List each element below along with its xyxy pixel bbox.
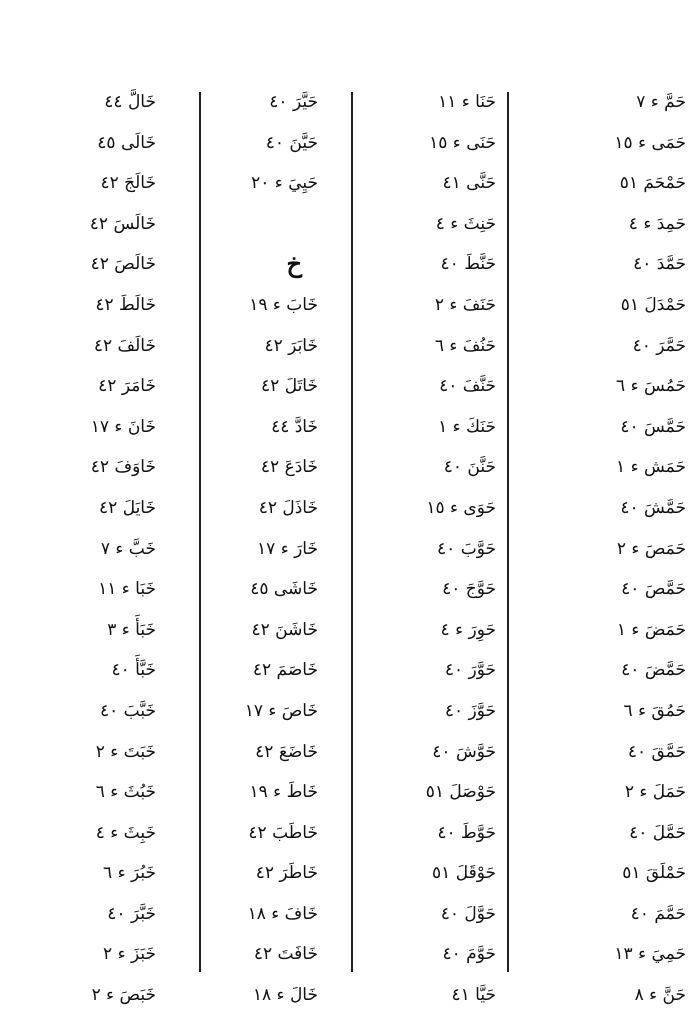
verb-entry: خَاطَبَ ٤٢ (248, 822, 318, 843)
verb-entry: خَبَزَ ء ٢ (103, 944, 156, 965)
verb-entry: حَمَّقَ ٤٠ (627, 741, 686, 762)
verb-entry: حَمَّدَ ٤٠ (633, 254, 686, 275)
verb-entry: خَاطَرَ ٤٢ (255, 863, 318, 884)
verb-entry: خَاذَلَ ٤٢ (258, 497, 318, 518)
verb-entry: حَمَش ء ١ (616, 457, 686, 478)
verb-entry: خَالَسَ ٤٢ (89, 213, 156, 234)
verb-entry: خَبَّبَ ٤٠ (99, 700, 156, 721)
verb-entry: حَوَى ء ١٥ (426, 497, 496, 518)
verb-entry: خَابَ ء ١٩ (249, 294, 318, 315)
verb-entry: حَنَّنَ ٤٠ (443, 457, 496, 478)
verb-column-1 (530, 92, 690, 1026)
verb-entry: حَمَضَ ء ١ (616, 619, 686, 640)
verb-entry: حَمِيَ ء ١٣ (614, 944, 686, 965)
verb-entry: خَبَّ ء ٧ (100, 538, 156, 559)
verb-entry: حَنَى ء ١٥ (429, 132, 496, 153)
verb-entry: حَوِرَ ء ٤ (440, 619, 496, 640)
verb-entry: خَبَّأَ ٤٠ (111, 660, 156, 681)
verb-entry: خَادَّ ٤٤ (271, 416, 318, 437)
verb-entry: حَنِثَ ء ٤ (435, 213, 496, 234)
verb-entry: حَنَّفَ ٤٠ (439, 376, 496, 397)
verb-entry: حَوَّمَ ٤٠ (442, 944, 496, 965)
verb-entry: خَالَّ ٤٤ (104, 92, 156, 112)
verb-entry: خَابَرَ ٤٢ (264, 335, 318, 356)
verb-entry: خَالَفَ ٤٢ (93, 335, 156, 356)
verb-entry: حَنَكَ ء ١ (438, 416, 496, 437)
verb-entry: خَالَى ٤٥ (97, 132, 156, 153)
verb-entry: خَالَجَ ٤٢ (100, 173, 156, 194)
verb-entry: حَوَّبَ ٤٠ (437, 538, 496, 559)
verb-entry: حَنَّطَ ٤٠ (440, 254, 496, 275)
verb-entry: خَاوَفَ ٤٢ (90, 457, 156, 478)
verb-entry: خَاضَعَ ٤٢ (255, 741, 318, 762)
verb-entry: حَمَّلَ ٤٠ (629, 822, 686, 843)
verb-entry: حَوْصَلَ ٥١ (425, 782, 496, 803)
verb-entry: خَاشَنَ ٤٢ (251, 619, 318, 640)
verb-entry: حَمَّشَ ٤٠ (620, 497, 686, 518)
verb-entry: خَارَ ء ١٧ (257, 538, 318, 559)
column-divider (507, 92, 509, 972)
verb-entry: خَبَا ء ١١ (98, 579, 156, 600)
verb-entry: حَوَّجَ ٤٠ (442, 579, 496, 600)
section-letter-heading: خ (286, 249, 302, 279)
verb-entry: خَاشَى ٤٥ (250, 579, 318, 600)
verb-entry: خَبِثَ ء ٤ (95, 822, 156, 843)
verb-entry: خَبَتَ ء ٢ (95, 741, 156, 762)
verb-entry: خَايَلَ ٤٢ (99, 497, 156, 518)
verb-entry: حَيَّنَ ٤٠ (265, 132, 318, 153)
verb-entry: خَانَ ء ١٧ (90, 416, 156, 437)
verb-entry: خَبَصَ ء ٢ (91, 985, 156, 1006)
verb-entry: خَاصَ ء ١٧ (244, 700, 318, 721)
verb-entry: حَيَّرَ ٤٠ (269, 92, 318, 112)
verb-column-2 (340, 92, 500, 1026)
verb-entry: حَوَّشَ ٤٠ (432, 741, 496, 762)
verb-entry: حَمَّ ء ٧ (636, 92, 686, 112)
verb-entry: حَمَّرَ ٤٠ (632, 335, 686, 356)
verb-entry: حَوْقَلَ ٥١ (432, 863, 496, 884)
verb-entry: حَمَّمَ ٤٠ (630, 903, 686, 924)
verb-entry: حَمُقَ ء ٦ (623, 700, 686, 721)
verb-entry: خَاصَمَ ٤٢ (252, 660, 318, 681)
verb-entry: حَمُسَ ء ٦ (616, 376, 686, 397)
verb-entry: خَالَصَ ٤٢ (90, 254, 156, 275)
verb-entry: حَمَّصَ ٤٠ (621, 579, 686, 600)
verb-entry: حَمَّسَ ٤٠ (620, 416, 686, 437)
verb-entry: خَبُثَ ء ٦ (95, 782, 156, 803)
verb-entry: خَاطَ ء ١٩ (249, 782, 318, 803)
verb-entry: حَمْحَمَ ٥١ (619, 173, 686, 194)
verb-entry: خَامَرَ ٤٢ (98, 376, 156, 397)
verb-entry: خَاتَلَ ٤٢ (261, 376, 318, 397)
verb-entry: حَنَا ء ١١ (438, 92, 496, 112)
verb-entry: حَمِدَ ء ٤ (628, 213, 686, 234)
verb-entry: حَمَصَ ء ٢ (616, 538, 686, 559)
verb-entry: حَمَلَ ء ٢ (624, 782, 686, 803)
verb-entry: خَبَأَ ء ٣ (107, 619, 156, 640)
verb-entry: خَافَتَ ٤٢ (253, 944, 318, 965)
verb-column-3 (162, 92, 322, 1026)
verb-entry: خَالَ ء ١٨ (252, 985, 318, 1006)
verb-entry: حَوَّرَ ٤٠ (444, 660, 496, 681)
verb-entry: حَنَّ ء ٨ (634, 985, 686, 1006)
verb-entry: حَمَى ء ١٥ (614, 132, 686, 153)
verb-entry: حَمْلَقَ ٥١ (622, 863, 686, 884)
verb-entry: حَيَّا ٤١ (451, 985, 496, 1006)
verb-entry: حَنَّى ٤١ (442, 173, 496, 194)
verb-entry: حَوَّزَ ٤٠ (444, 700, 496, 721)
verb-entry: خَالَطَ ٤٢ (95, 294, 156, 315)
verb-entry: خَبُرَ ء ٦ (103, 863, 156, 884)
verb-entry: خَبَّرَ ٤٠ (107, 903, 156, 924)
verb-column-4 (0, 92, 160, 1026)
verb-entry: حَمَّضَ ٤٠ (621, 660, 686, 681)
verb-entry: حَوَّلَ ٤٠ (440, 903, 496, 924)
verb-entry: خَادَعَ ٤٢ (260, 457, 318, 478)
verb-entry: خَافَ ء ١٨ (247, 903, 318, 924)
verb-entry: حَمْدَلَ ٥١ (620, 294, 686, 315)
verb-entry: حَوَّطَ ٤٠ (437, 822, 496, 843)
verb-entry (162, 214, 322, 255)
verb-entry: حَيِيَ ء ٢٠ (251, 173, 318, 194)
verb-entry: حَنَفَ ء ٢ (434, 294, 496, 315)
verb-entry: حَنُفَ ء ٦ (434, 335, 496, 356)
